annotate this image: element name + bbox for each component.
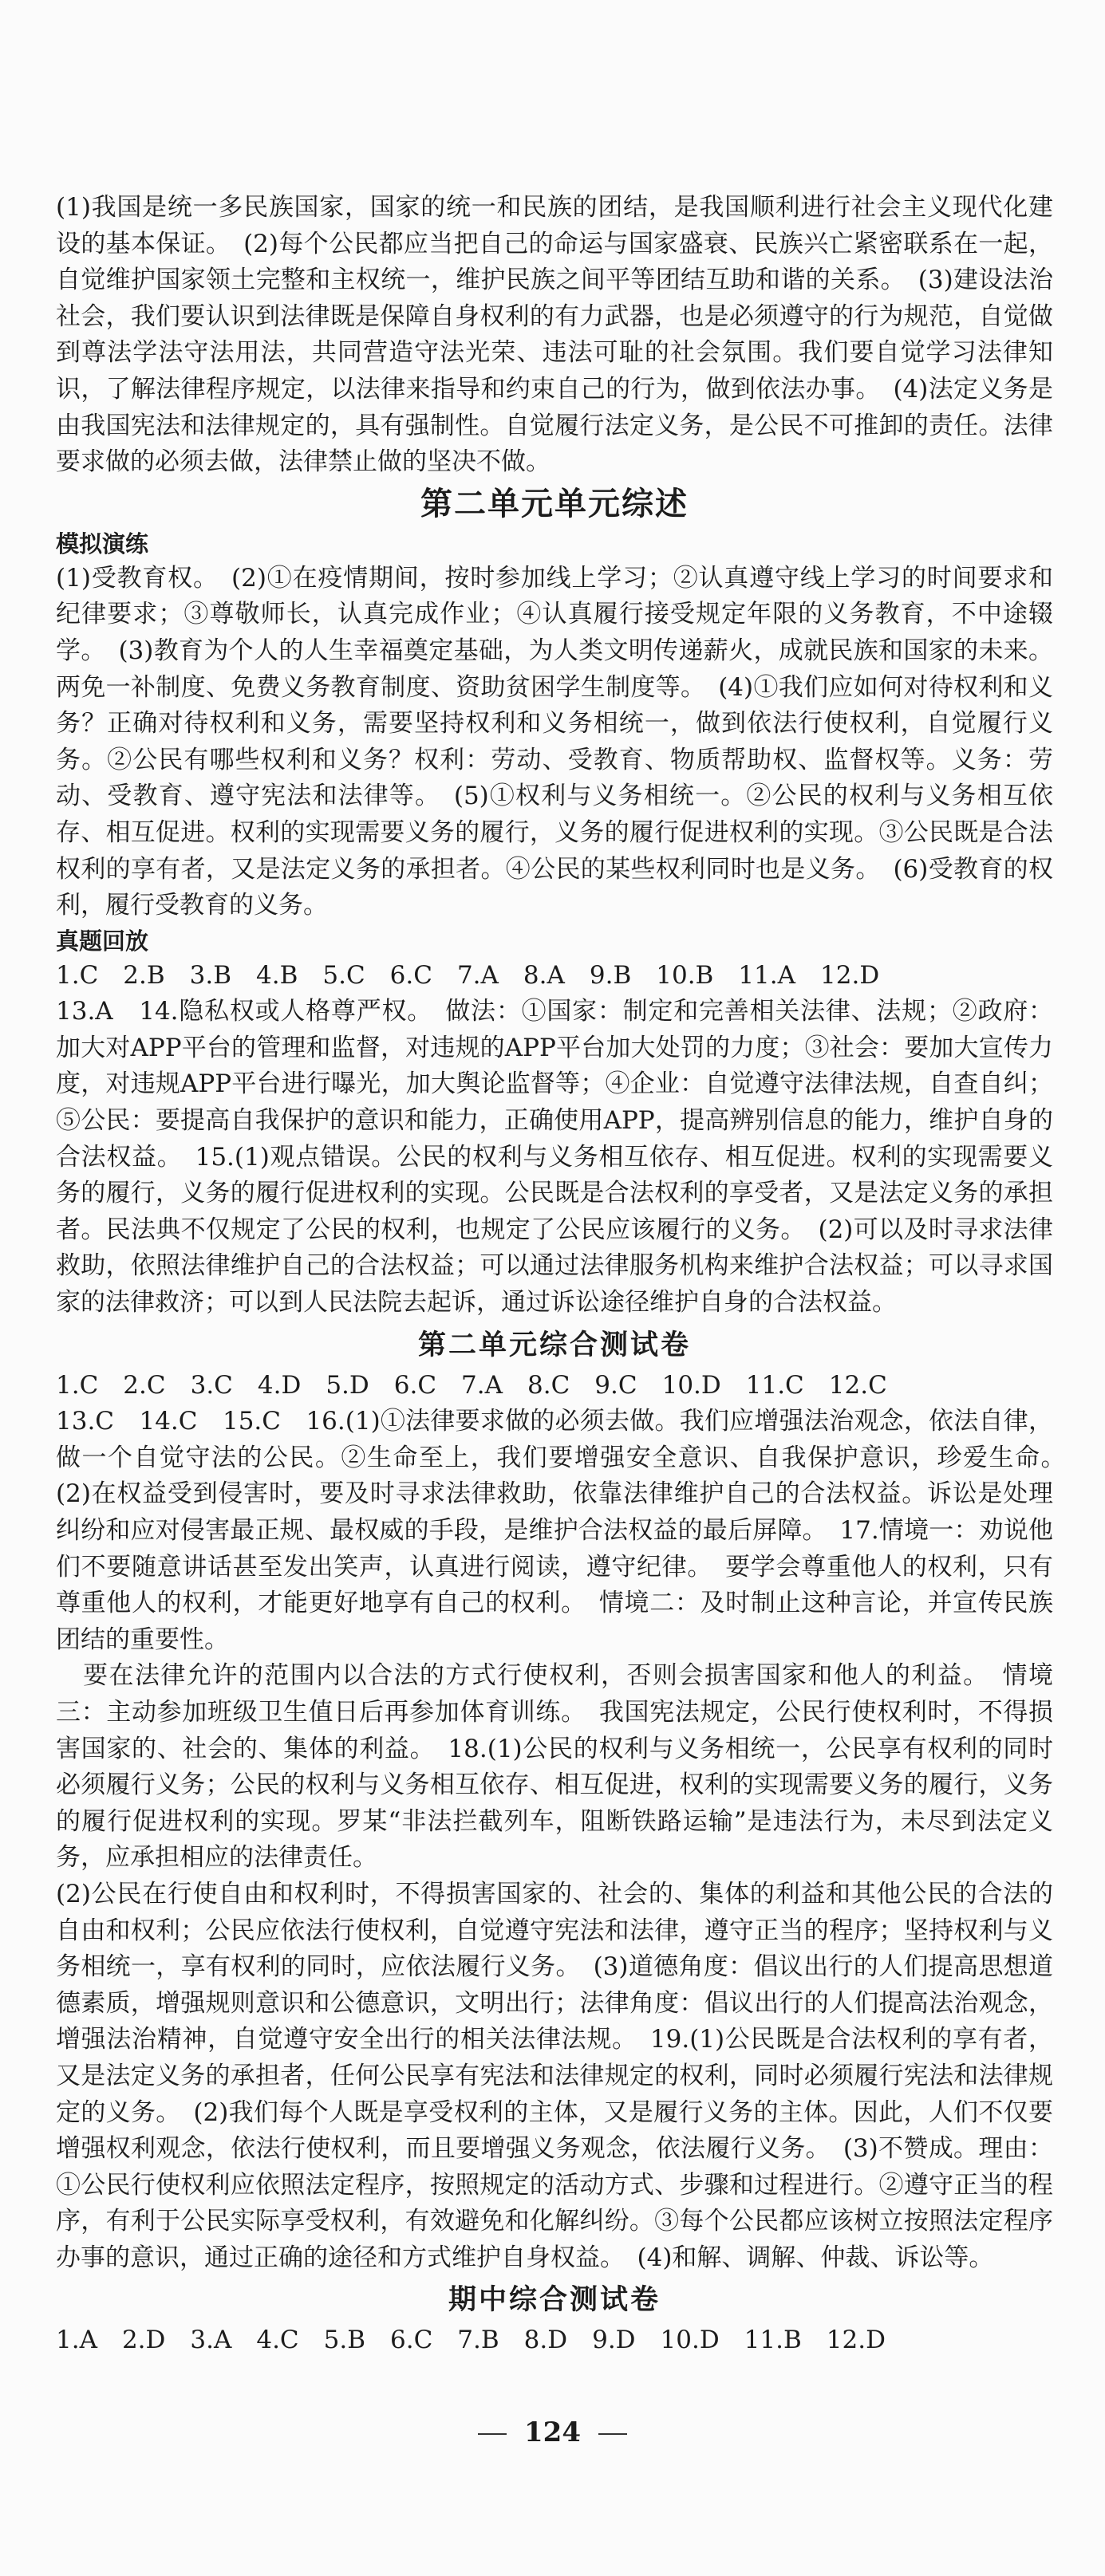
- intro-paragraph: (1)我国是统一多民族国家，国家的统一和民族的团结，是我国顺利进行社会主义现代化建设的基本保证。 (2)每个公民都应当把自己的命运与国家盛衰、民族兴亡紧密联系在一起，自觉维护国家领土完整和主权统一，维护民族之间平等团结互助和谐的关系。 (3)建设法治社会，我们要认识到法律既是保障自身权利的有力武器，也是必须遵守的行为规范，自觉做到尊法学法守法用法，共同营造守法光荣、违法可耻的社会氛围。我们要自觉学习法律知识，了解法律程序规定，以法律来指导和约束自己的行为，做到依法办事。 (4)法定义务是由我国宪法和法律规定的，具有强制性。自觉履行法定义务，是公民不可推卸的责任。法律要求做的必须去做，法律禁止做的坚决不做。: [56, 193, 1053, 477]
- footer-dash-left: [478, 2433, 507, 2435]
- midterm-test-title: 期中综合测试卷: [448, 2283, 661, 2317]
- page-number: 124: [524, 2416, 581, 2448]
- review-answers-line: 1.C 2.B 3.B 4.B 5.C 6.C 7.A 8.A 9.B 10.B 11.A 12.D: [56, 960, 880, 990]
- unit2-test-answers-line: 1.C 2.C 3.C 4.D 5.D 6.C 7.A 8.C 9.C 10.D 11.C 12.C: [56, 1370, 887, 1400]
- unit2-test-paragraph-2: 要在法律允许的范围内以合法的方式行使权利，否则会损害国家和他人的利益。 情境三：主动参加班级卫生值日后再参加体育训练。 我国宪法规定，公民行使权利时，不得损害国家的、社会的、集体的利益。 18.(1)公民的权利与义务相统一，公民享有权利的同时必须履行义务；公民的权利与义务相互依存、相互促进，权利的实现需要义务的履行，义务的履行促进权利的实现。罗某“非法拦截列车，阻断铁路运输”是违法行为，未尽到法定义务，应承担相应的法律责任。: [56, 1661, 1053, 1873]
- footer-dash-right: [598, 2433, 627, 2435]
- unit2-test-title: 第二单元综合测试卷: [417, 1328, 691, 1361]
- unit2-test-paragraph-3: (2)公民在行使自由和权利时，不得损害国家的、社会的、集体的利益和其他公民的合法的自由和权利；公民应依法行使权利，自觉遵守宪法和法律，遵守正当的程序；坚持权利与义务相统一，享有权利的同时，应依法履行义务。 (3)道德角度：倡议出行的人们提高思想道德素质，增强规则意识和公德意识，文明出行；法律角度：倡议出行的人们提高法治观念，增强法治精神，自觉遵守安全出行的相关法律法规。 19.(1)公民既是合法权利的享有者，又是法定义务的承担者，任何公民享有宪法和法律规定的权利，同时必须履行宪法和法律规定的义务。 (2)我们每个人既是享受权利的主体，又是履行义务的主体。因此，人们不仅要增强权利观念，依法行使权利，而且要增强义务观念，依法履行义务。 (3)不赞成。理由：①公民行使权利应依照法定程序，按照规定的活动方式、步骤和过程进行。②遵守正当的程序，有利于公民实际享受权利，有效避免和化解纠纷。③每个公民都应该树立按照法定程序办事的意识，通过正确的途径和方式维护自身权益。 (4)和解、调解、仲裁、诉讼等。: [56, 1879, 1053, 2272]
- midterm-answers-line: 1.A 2.D 3.A 4.C 5.B 6.C 7.B 8.D 9.D 10.D 11.B 12.D: [56, 2326, 886, 2355]
- practice-paragraph: (1)受教育权。 (2)①在疫情期间，按时参加线上学习；②认真遵守线上学习的时间要求和纪律要求；③尊敬师长，认真完成作业；④认真履行接受规定年限的义务教育，不中途辍学。 (3)教育为个人的人生幸福奠定基础，为人类文明传递薪火，成就民族和国家的未来。两免一补制度、免费义务教育制度、资助贫困学生制度等。 (4)①我们应如何对待权利和义务？正确对待权利和义务，需要坚持权利和义务相统一，做到依法行使权利，自觉履行义务。②公民有哪些权利和义务？权利：劳动、受教育、物质帮助权、监督权等。义务：劳动、受教育、遵守宪法和法律等。 (5)①权利与义务相统一。②公民的权利与义务相互依存、相互促进。权利的实现需要义务的履行，义务的履行促进权利的实现。③公民既是合法权利的享有者，又是法定义务的承担者。④公民的某些权利同时也是义务。 (6)受教育的权利，履行受教育的义务。: [56, 563, 1053, 920]
- page-footer: [0, 2416, 1105, 2448]
- review-label: 真题回放: [56, 927, 149, 955]
- unit2-test-paragraph-1: 13.C 14.C 15.C 16.(1)①法律要求做的必须去做。我们应增强法治观念，依法自律，做一个自觉守法的公民。②生命至上，我们要增强安全意识、自我保护意识，珍爱生命。 (2)在权益受到侵害时，要及时寻求法律救助，依靠法律维护自己的合法权益。诉讼是处理纠纷和应对侵害最正规、最权威的手段，是维护合法权益的最后屏障。 17.情境一：劝说他们不要随意讲话甚至发出笑声，认真进行阅读，遵守纪律。 要学会尊重他人的权利，只有尊重他人的权利，才能更好地享有自己的权利。 情境二：及时制止这种言论，并宣传民族团结的重要性。: [56, 1407, 1078, 1654]
- review-paragraph: 13.A 14.隐私权或人格尊严权。 做法：①国家：制定和完善相关法律、法规；②政府：加大对APP平台的管理和监督，对违规的APP平台加大处罚的力度；③社会：要加大宣传力度，对违规APP平台进行曝光，加大舆论监督等；④企业：自觉遵守法律法规，自查自纠；⑤公民：要提高自我保护的意识和能力，正确使用APP，提高辨别信息的能力，维护自身的合法权益。 15.(1)观点错误。公民的权利与义务相互依存、相互促进。权利的实现需要义务的履行，义务的履行促进权利的实现。公民既是合法权利的享受者，又是法定义务的承担者。民法典不仅规定了公民的权利，也规定了公民应该履行的义务。 (2)可以及时寻求法律救助，依照法律维护自己的合法权益；可以通过法律服务机构来维护合法权益；可以寻求国家的法律救济；可以到人民法院去起诉，通过诉讼途径维护自身的合法权益。: [56, 997, 1053, 1318]
- practice-label: 模拟演练: [56, 530, 149, 557]
- unit2-summary-title: 第二单元单元综述: [420, 485, 689, 522]
- answer-page: [56, 190, 1078, 2359]
